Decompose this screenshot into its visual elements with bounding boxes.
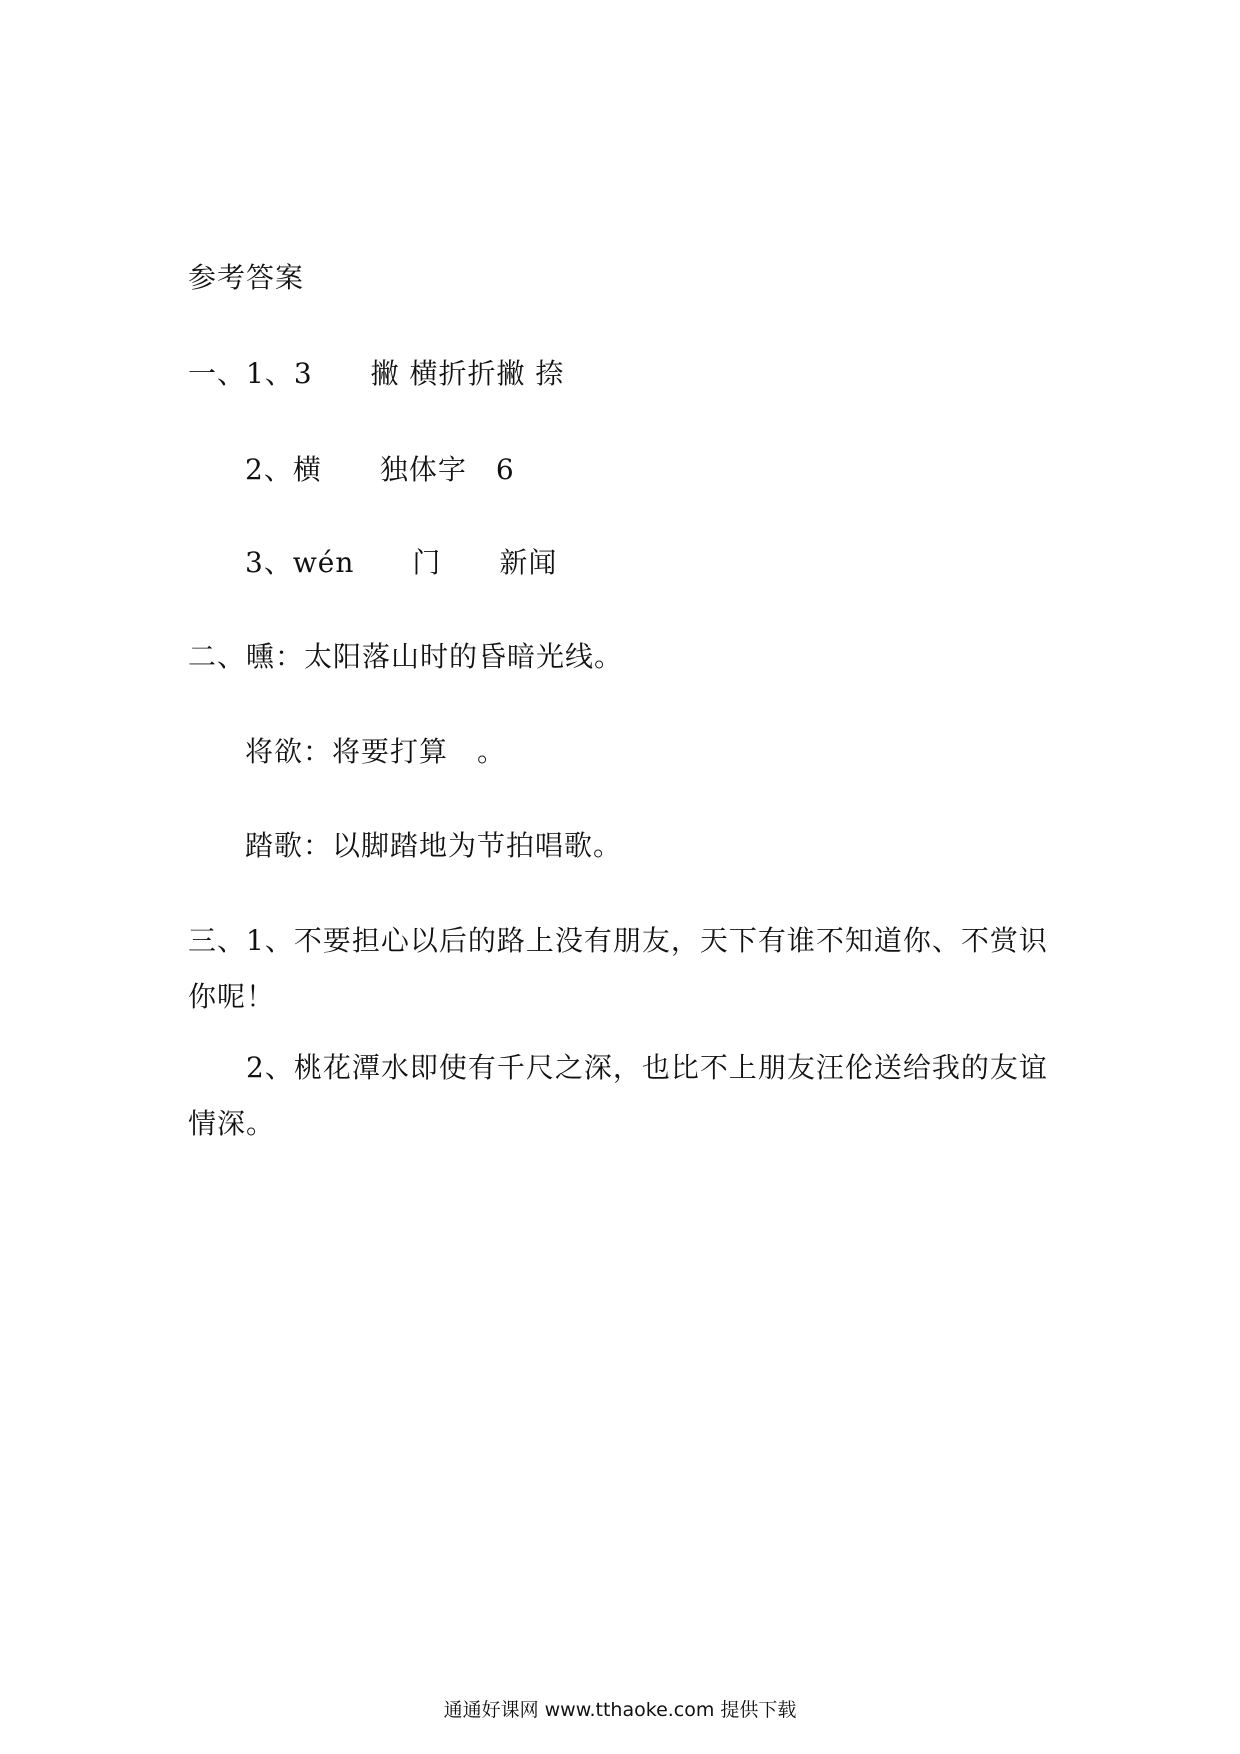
answer-3-1: 三、1、不要担心以后的路上没有朋友，天下有谁不知道你、不赏识你呢！ bbox=[188, 924, 1048, 1013]
answer-3-2: 2、桃花潭水即使有千尺之深，也比不上朋友汪伦送给我的友谊情深。 bbox=[188, 1051, 1048, 1140]
footer-text: 通通好课网 www.tthaoke.com 提供下载 bbox=[443, 1699, 797, 1721]
answer-2-3: 踏歌：以脚踏地为节拍唱歌。 bbox=[245, 829, 623, 862]
answer-2-2: 将欲：将要打算 。 bbox=[245, 735, 507, 768]
answer-1-2: 2、横 独体字 6 bbox=[245, 453, 515, 486]
document-title: 参考答案 bbox=[188, 261, 305, 294]
answer-2-1: 二、曛：太阳落山时的昏暗光线。 bbox=[188, 640, 624, 673]
answer-1-3: 3、wén 门 新闻 bbox=[245, 546, 558, 579]
answer-1-1: 一、1、3 撇 横折折撇 捺 bbox=[188, 357, 565, 390]
